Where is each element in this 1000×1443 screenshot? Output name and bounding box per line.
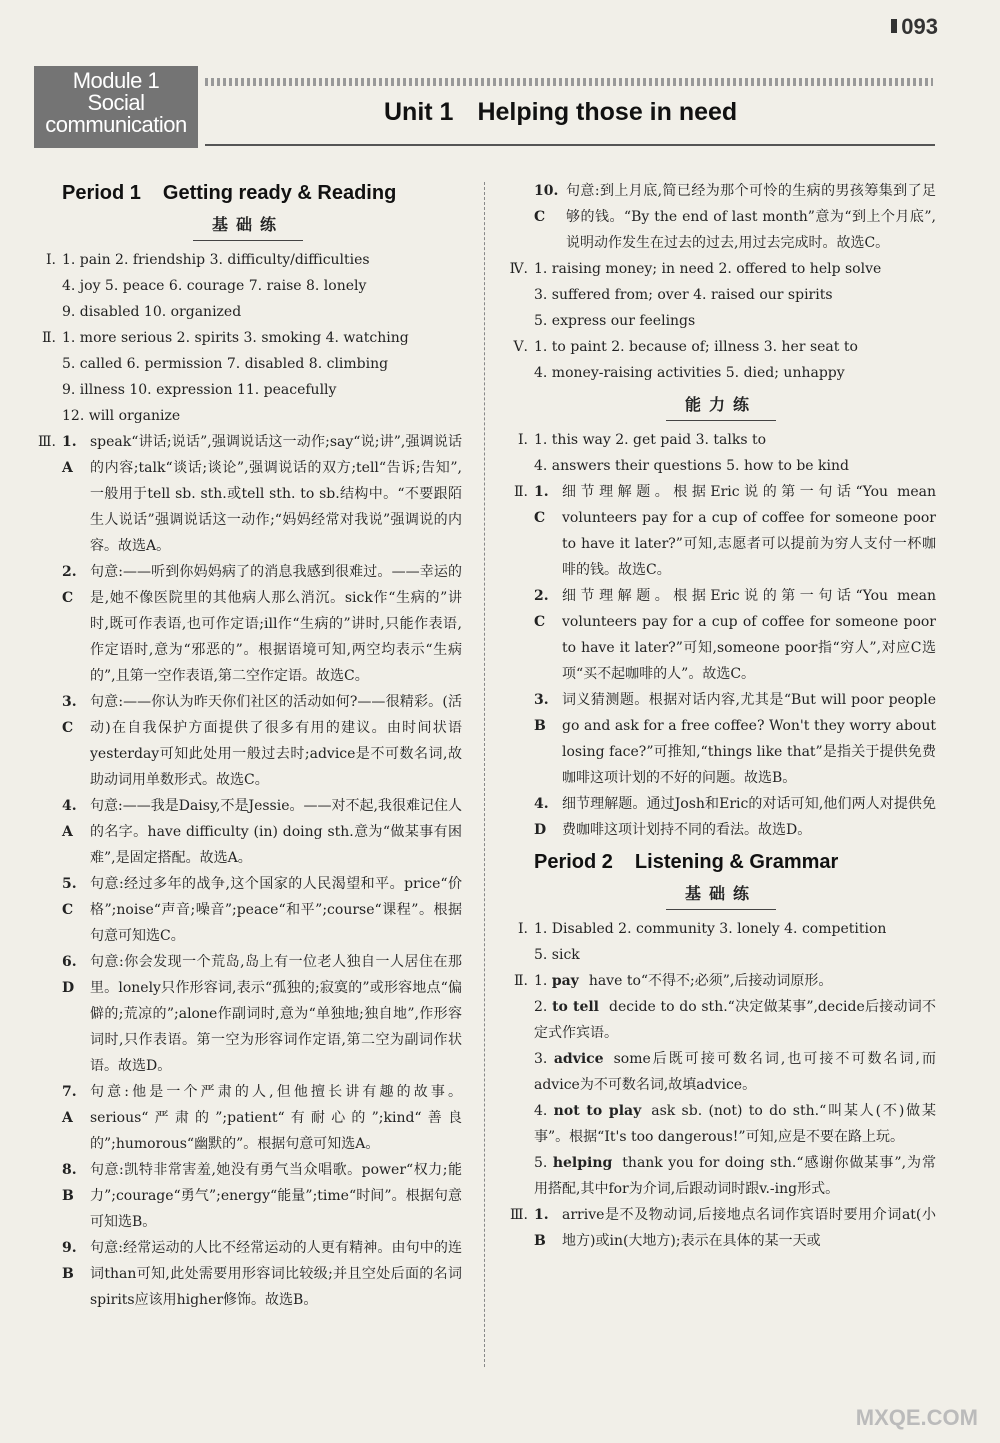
basic-subheading-2: 基础练 [506,881,936,910]
section-3 [34,429,462,1313]
p2-section-1: Ⅰ. 1. Disabled 2. community 3. lonely 4. competition 5. sick [518,921,887,963]
answer-item: Ⅲ. 1. B arrive是不及物动词,后接地点名词作宾语时要用介词at(小地方)或in(大地方);表示在具体的某一天或 [510,1207,936,1249]
answer-item: 4. not to play ask sb. (not) to do sth.“叫某人(不)做某事”。根据“It's too dangerous!”可知,应是不要在路上玩。 [534,1103,936,1145]
answer-item: 4. D 细节理解题。通过Josh和Eric的对话可知,他们两人对提供免费咖啡这项计划持不同的看法。故选D。 [534,796,936,838]
column-divider [484,182,485,1367]
p2-section-2 [506,968,936,1202]
section-1: Ⅰ. 1. pain 2. friendship 3. difficulty/difficulties 4. joy 5. peace 6. courage 7. raise 8. lonely 9. disabled 10. organized [46,252,370,320]
answer-item: Ⅱ. 1. pay have to“不得不;必须”,后接动词原形。 [514,973,833,989]
answer-item: 3. B 词义猜测题。根据对话内容,尤其是“But will poor people go and ask for a free coffee? Won't they worry about losing face?”可推知,“things like that”是指关于提供免费咖啡这项计划的不好的问题。故选B。 [534,692,936,786]
ability-subheading: 能力练 [506,392,936,421]
answer-item: Ⅱ. 1. C 细节理解题。根据Eric说的第一句话“You mean volunteers pay for a cup of coffee for someone poor to have it later?”可知,志愿者可以提前为穷人支付一杯咖啡的钱。故选C。 [514,484,936,578]
answer-item: 3. advice some后既可接可数名词,也可接不可数名词,而advice为不可数名词,故填advice。 [534,1051,936,1093]
answer-item: 2. C 细节理解题。根据Eric说的第一句话“You mean volunteers pay for a cup of coffee for someone poor to have it later?”可知,someone poor指“穷人”,对应C选项“买不起咖啡的人”。故选C。 [534,588,936,682]
answer-item: 7. A 句意:他是一个严肃的人,但他擅长讲有趣的故事。serious“严肃的”;patient“有耐心的”;kind“善良的”;humorous“幽默的”。根据句意可知选A。 [62,1084,462,1152]
answer-item: 5. C 句意:经过多年的战争,这个国家的人民渴望和平。price“价格”;noise“声音;噪音”;peace“和平”;course“课程”。根据句意可知选C。 [62,876,462,944]
answer-item: 4. A 句意:——我是Daisy,不是Jessie。——对不起,我很难记住人的名字。have difficulty (in) doing sth.意为“做某事有困难”,是固定搭配。故选A。 [62,798,462,866]
answer-item: 10. C 句意:到上月底,简已经为那个可怜的生病的男孩筹集到了足够的钱。“By the end of last month”意为“到上个月底”,说明动作发生在过去的过去,用过去完成时。故选C。 [534,183,936,251]
unit-title: Unit 1 Helping those in need [384,98,738,126]
basic-subheading: 基础练 [34,212,462,241]
watermark: MXQE.COM [855,1405,978,1430]
section-4: Ⅳ. 1. raising money; in need 2. offered to help solve 3. suffered from; over 4. raised our spirits 5. express our feelings [509,261,882,329]
answer-item: 5. helping thank you for doing sth.“感谢你做某事”,为常用搭配,其中for为介词,后跟动词时跟v.-ing形式。 [534,1155,937,1197]
answer-item: Ⅲ. 1. A speak“讲话;说话”,强调说话这一动作;say“说;讲”,强调说话的内容;talk“谈话;谈论”,强调说话的双方;tell“告诉;告知”,一般用于tell sb. sth.或tell sth. to sb.结构中。“不要跟陌生人说话”强调说话这一动作;“妈妈经常对我说”强调说的内容。故选A。 [38,434,462,554]
answer-item: 2. C 句意:——听到你妈妈病了的消息我感到很难过。——幸运的是,她不像医院里的其他病人那么消沉。sick作“生病的”讲时,既可作表语,也可作定语;ill作“生病的”讲时,只能作表语,作定语时,意为“邪恶的”。根据语境可知,两空均表示“生病的”,且第一空作表语,第二空作定语。故选C。 [62,564,462,684]
right-column [506,178,936,1254]
ability-section-1: Ⅰ. 1. this way 2. get paid 3. talks to 4. answers their questions 5. how to be kind [518,432,849,474]
section-5: Ⅴ. 1. to paint 2. because of; illness 3. her seat to 4. money-raising activities 5. died; unhappy [513,339,858,381]
p2-section-3 [506,1202,936,1254]
answer-item: 8. B 句意:凯特非常害羞,她没有勇气当众唱歌。power“权力;能力”;courage“勇气”;energy“能量”;time“时间”。根据句意可知选B。 [62,1162,462,1230]
ability-section-2 [506,479,936,843]
section-2: Ⅱ. 1. more serious 2. spirits 3. smoking 4. watching 5. called 6. permission 7. disabled 8. climbing 9. illness 10. expression 11. peacefully 12. will organize [42,330,409,424]
left-column [34,178,462,1313]
answer-item: 3. C 句意:——你认为昨天你们社区的活动如何?——很精彩。(活动)在自我保护方面提供了很多有用的建议。由时间状语yesterday可知此处用一般过去时;advice是不可数名词,故助动词用单数形式。故选C。 [62,694,462,788]
title-rule [205,144,935,146]
answer-item: 9. B 句意:经常运动的人比不经常运动的人更有精神。由句中的连词than可知,此处需要用形容词比较级;并且空处后面的名词spirits应该用higher修饰。故选B。 [62,1240,462,1308]
period2-heading: Period 2 Listening & Grammar [534,851,839,873]
module-label: Module 1 Social communication [34,66,198,148]
page-number: 093 [891,14,938,40]
answer-item: 2. to tell decide to do sth.“决定做某事”,decide后接动词不定式作宾语。 [534,999,936,1041]
period1-heading: Period 1 Getting ready & Reading [62,182,397,204]
header-stripe [205,78,933,86]
answer-item: 6. D 句意:你会发现一个荒岛,岛上有一位老人独自一人居住在那里。lonely只作形容词,表示“孤独的;寂寞的”或形容地点“偏僻的;荒凉的”;alone作副词时,意为“单独地;独自地”,作形容词时,只作表语。第一空为形容词作定语,第二空为副词作状语。故选D。 [62,954,462,1074]
